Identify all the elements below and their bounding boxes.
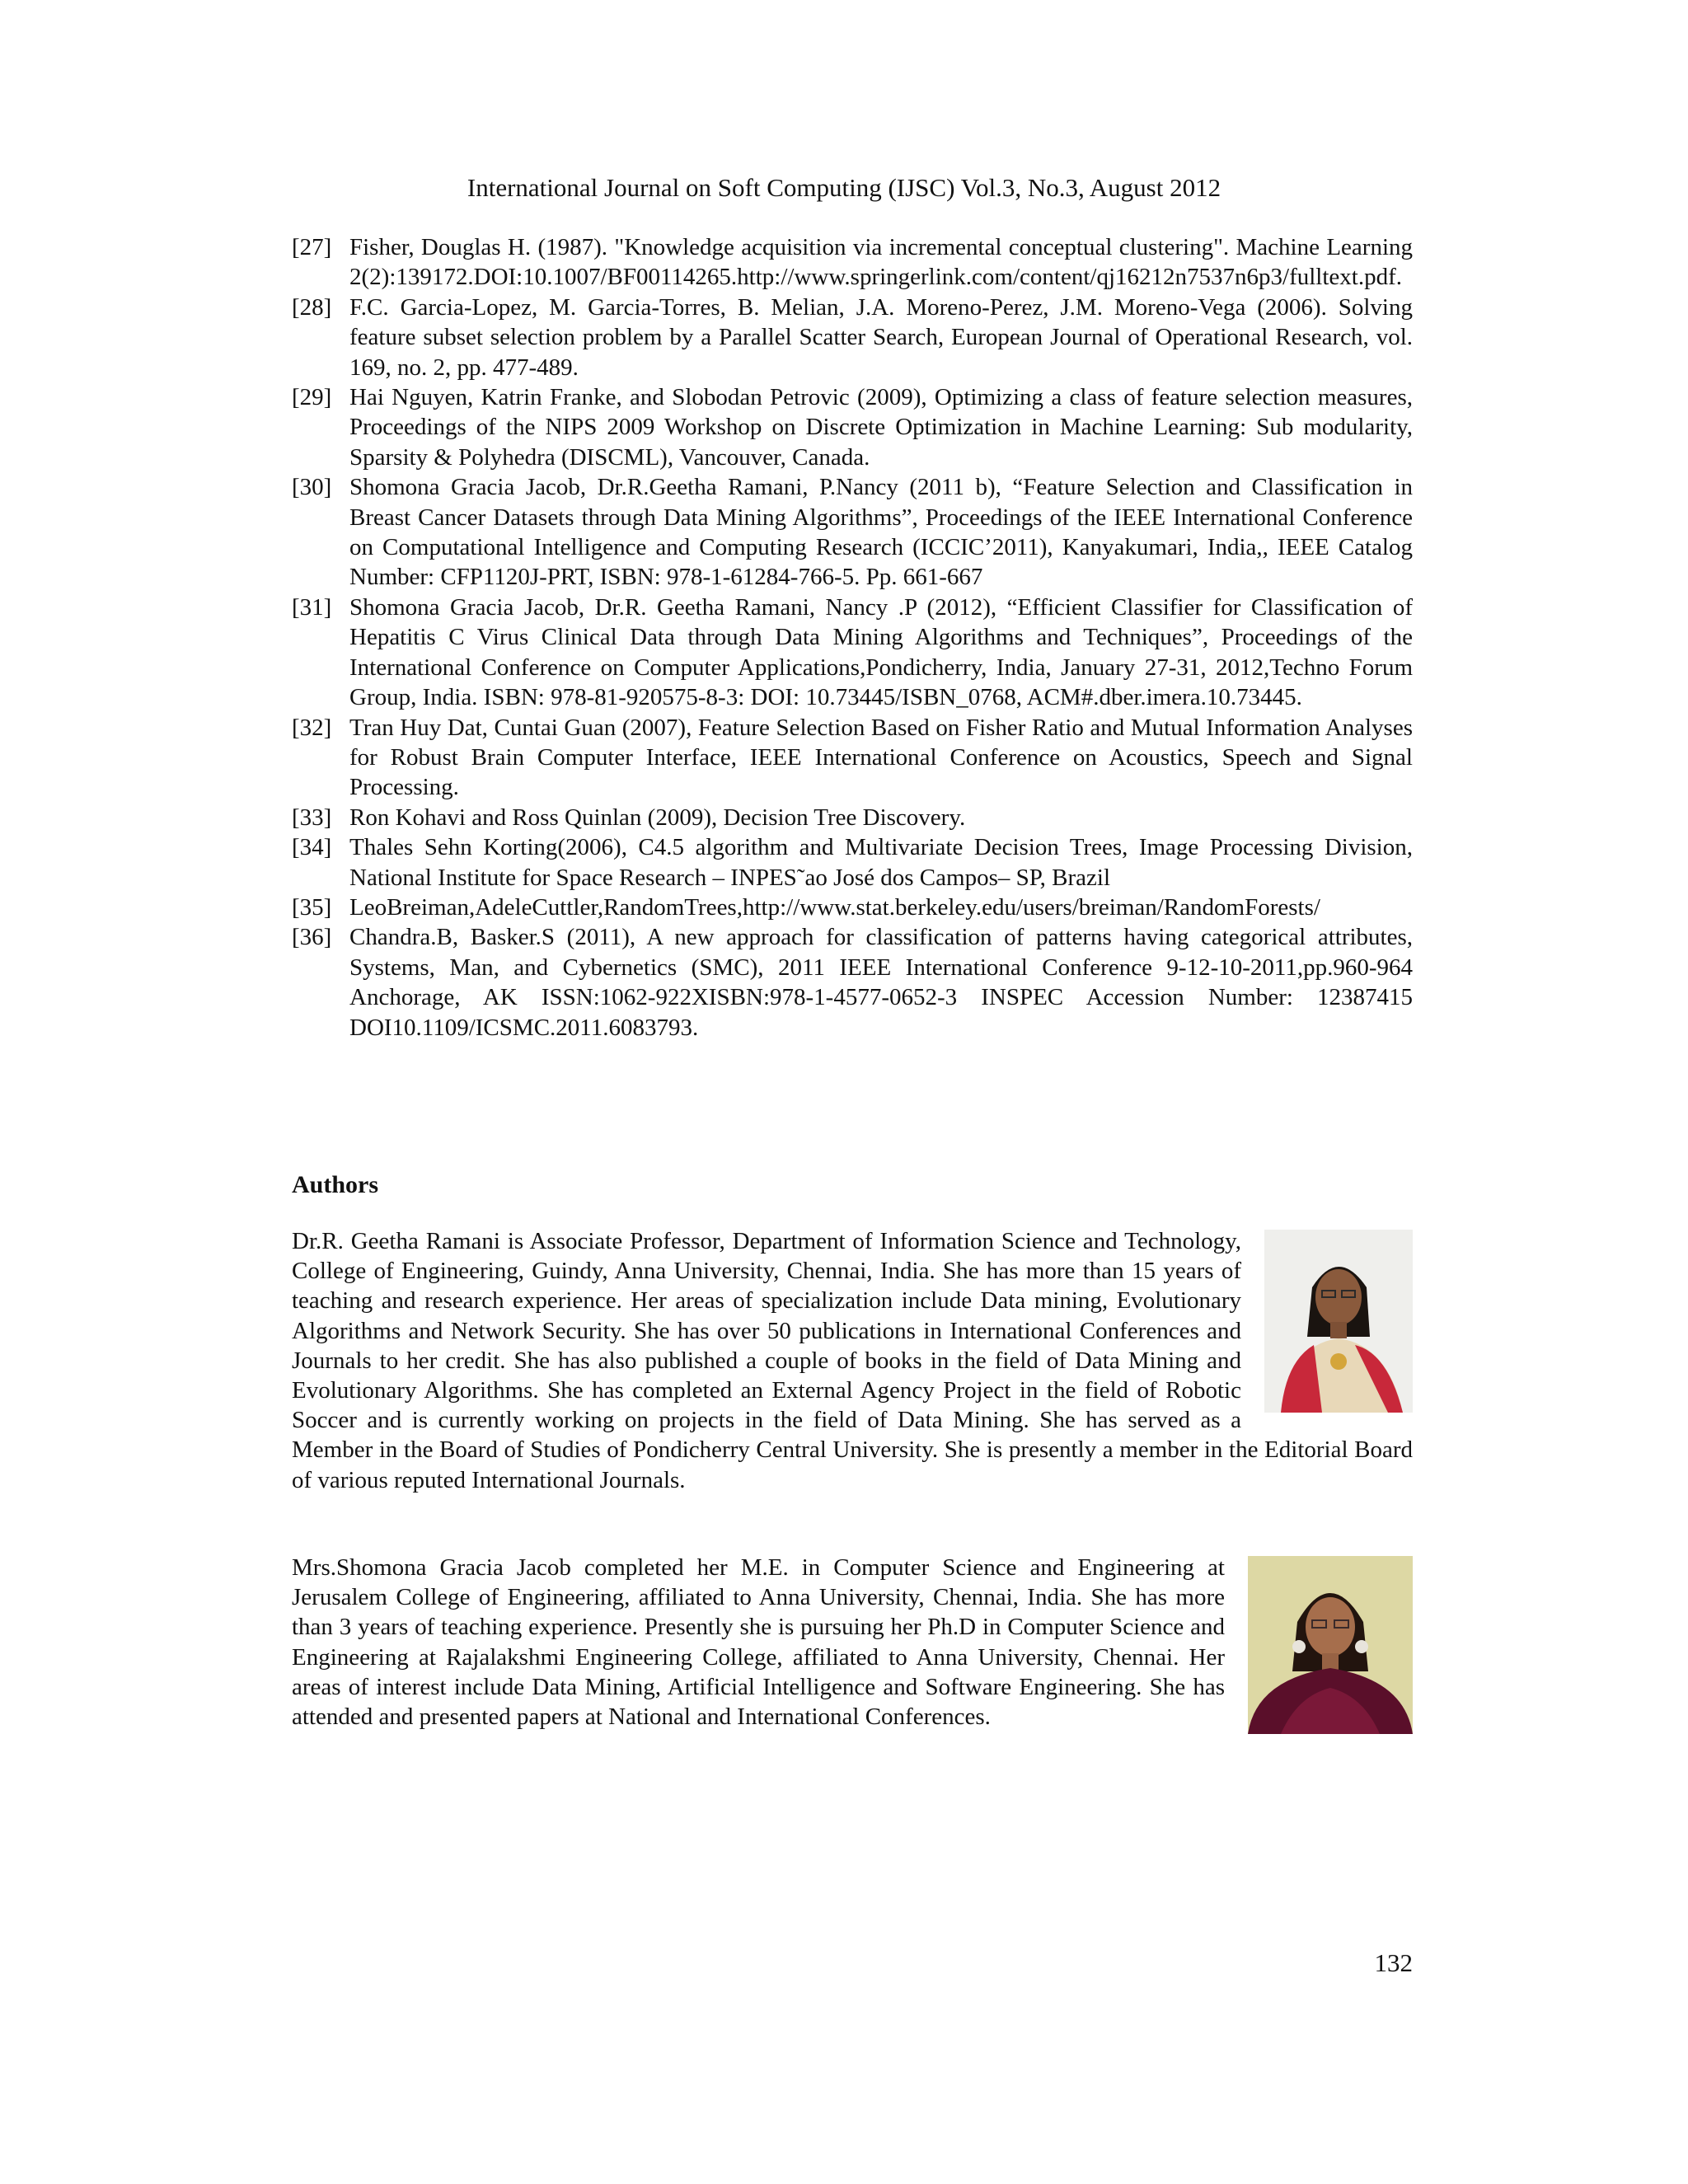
author-portrait-graphic [1264, 1230, 1413, 1413]
reference-item [292, 593, 1413, 713]
reference-item [292, 803, 1413, 832]
reference-item [292, 382, 1413, 472]
reference-item [292, 293, 1413, 382]
reference-number: [33] [292, 804, 332, 831]
page-number: 132 [1374, 1948, 1413, 1977]
reference-item [292, 922, 1413, 1043]
reference-number: [30] [292, 474, 332, 501]
author-portrait-graphic [1248, 1556, 1413, 1734]
reference-item [292, 893, 1413, 922]
reference-text: Shomona Gracia Jacob, Dr.R. Geetha Ramani, Nancy .P (2012), “Efficient Classifier for Classification of Hepatitis C Virus Clinical Data through Data Mining Algorithms and Techniques”, Proceedings of the International Conference on Computer Applications,Pondicherry, India, January 27-31, 2012,Techno Forum Group, India. ISBN: 978-81-920575-8-3: DOI: 10.73445/ISBN_0768, ACM#.dber.imera.10.73445. [349, 593, 1413, 711]
reference-item [292, 713, 1413, 803]
author-photo [1248, 1556, 1413, 1734]
reference-number: [34] [292, 834, 332, 861]
reference-text: Shomona Gracia Jacob, Dr.R.Geetha Ramani, P.Nancy (2011 b), “Feature Selection and Classification in Breast Cancer Datasets through Data Mining Algorithms”, Proceedings of the IEEE International Conference on Computational Intelligence and Computing Research (ICCIC’2011), Kanyakumari, India,, IEEE Catalog Number: CFP1120J-PRT, ISBN: 978-1-61284-766-5. Pp. 661-667 [349, 474, 1413, 591]
reference-number: [35] [292, 893, 332, 921]
reference-text: LeoBreiman,AdeleCuttler,RandomTrees,http://www.stat.berkeley.edu/users/breiman/RandomForests/ [349, 893, 1320, 921]
author-photo [1264, 1230, 1413, 1413]
author-bio-text: Mrs.Shomona Gracia Jacob completed her M.E. in Computer Science and Engineering at Jerusalem College of Engineering, affiliated to Anna University, Chennai, India. She has more than 3 years of teaching experience. Presently she is pursuing her Ph.D in Computer Science and Engineering at Rajalakshmi Engineering College, affiliated to Anna University, Chennai. Her areas of interest include Data Mining, Artificial Intelligence and Software Engineering. She has attended and presented papers at National and International Conferences. [292, 1554, 1225, 1731]
reference-item [292, 832, 1413, 893]
author-bio [292, 1553, 1413, 1742]
author-bio [292, 1226, 1413, 1495]
reference-number: [36] [292, 924, 332, 951]
reference-number: [28] [292, 293, 332, 321]
reference-text: Ron Kohavi and Ross Quinlan (2009), Decision Tree Discovery. [349, 804, 966, 831]
reference-item [292, 232, 1413, 293]
reference-number: [29] [292, 384, 332, 411]
reference-text: Tran Huy Dat, Cuntai Guan (2007), Feature Selection Based on Fisher Ratio and Mutual Information Analyses for Robust Brain Computer Interface, IEEE International Conference on Acoustics, Speech and Signal Processing. [349, 714, 1413, 801]
running-header: International Journal on Soft Computing (IJSC) Vol.3, No.3, August 2012 [467, 173, 1221, 202]
reference-list [292, 232, 1413, 1043]
reference-number: [32] [292, 714, 332, 741]
authors-heading: Authors [292, 1171, 379, 1198]
reference-number: [27] [292, 234, 332, 260]
reference-item [292, 472, 1413, 593]
reference-text: Thales Sehn Korting(2006), C4.5 algorithm and Multivariate Decision Trees, Image Processing Division, National Institute for Space Research – INPES˜ao José dos Campos– SP, Brazil [349, 834, 1413, 891]
reference-number: [31] [292, 593, 332, 621]
reference-text: F.C. Garcia-Lopez, M. Garcia-Torres, B. Melian, J.A. Moreno-Perez, J.M. Moreno-Vega (2006). Solving feature subset selection problem by a Parallel Scatter Search, European Journal of Operational Research, vol. 169, no. 2, pp. 477-489. [349, 293, 1413, 381]
reference-text: Hai Nguyen, Katrin Franke, and Slobodan Petrovic (2009), Optimizing a class of feature selection measures, Proceedings of the NIPS 2009 Workshop on Discrete Optimization in Machine Learning: Sub modularity, Sparsity & Polyhedra (DISCML), Vancouver, Canada. [349, 384, 1413, 471]
reference-text: Chandra.B, Basker.S (2011), A new approach for classification of patterns having categorical attributes, Systems, Man, and Cybernetics (SMC), 2011 IEEE International Conference 9-12-10-2011,pp.960-964 Anchorage, AK ISSN:1062-922XISBN:978-1-4577-0652-3 INSPEC Accession Number: 12387415 DOI10.1109/ICSMC.2011.6083793. [349, 924, 1413, 1041]
reference-text: Fisher, Douglas H. (1987). "Knowledge acquisition via incremental conceptual clustering". Machine Learning2(2):139172.DOI:10.1007/BF00114265.http://www.springerlink.com/content/qj16212n7537n6p3/fulltext.pdf. [349, 234, 1413, 291]
author-bio-text: Dr.R. Geetha Ramani is Associate Professor, Department of Information Science and Technology, College of Engineering, Guindy, Anna University, Chennai, India. She has more than 15 years of teaching and research experience. Her areas of specialization include Data mining, Evolutionary Algorithms and Network Security. She has over 50 publications in International Conferences and Journals to her credit. She has also published a couple of books in the field of Data Mining and Evolutionary Algorithms. She has completed an External Agency Project in the field of Robotic Soccer and is currently working on projects in the field of Data Mining. She has served as a Member in the Board of Studies of Pondicherry Central University. She is presently a member in the Editorial Board of various reputed International Journals. [292, 1228, 1413, 1493]
